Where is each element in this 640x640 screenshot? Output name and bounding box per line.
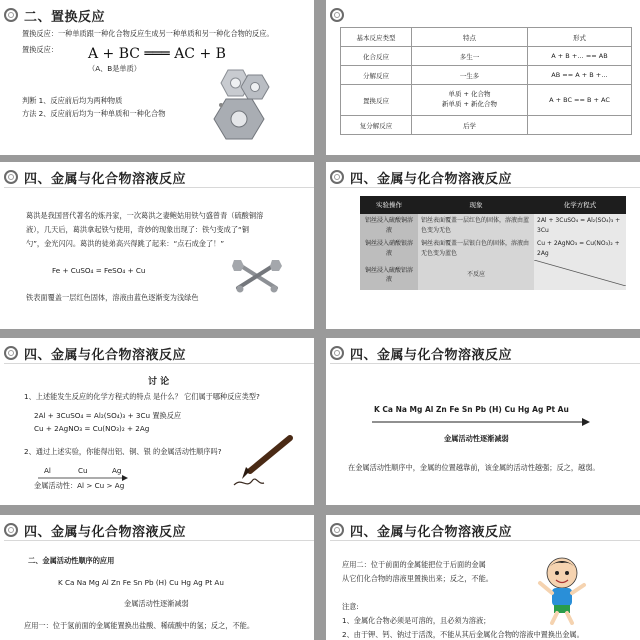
slide-thumbnail-8[interactable] (326, 515, 640, 640)
form-label: 置换反应： (22, 45, 58, 54)
ring-icon (4, 346, 18, 360)
header-divider (330, 187, 640, 188)
method-text: 方法 2、反应前后均为一种单质和一种化合物 (22, 109, 166, 118)
application-2-line-1: 应用二：位于前面的金属能把位于后面的金属 (342, 560, 486, 569)
table-header-cell: 化学方程式 (534, 196, 626, 214)
table-header-cell: 特点 (412, 28, 528, 47)
ring-icon (4, 170, 18, 184)
slide-header (330, 344, 512, 362)
table-cell: 置换反应 (341, 85, 412, 116)
table-header-cell: 基本反应类型 (341, 28, 412, 47)
header-divider (4, 540, 314, 541)
ring-icon (330, 346, 344, 360)
slide-thumbnail-4[interactable] (326, 162, 640, 329)
series-arrow (372, 418, 590, 426)
table-row (341, 116, 632, 135)
table-cell: 一生多 (412, 66, 528, 85)
reaction-type-table (340, 27, 632, 135)
table-cell: 多生一 (412, 47, 528, 66)
slide-thumbnail-1[interactable] (0, 0, 314, 155)
activity-series: K Ca Na Mg Al Zn Fe Sn Pb (H) Cu Hg Ag Pt Au (374, 405, 569, 414)
table-row (341, 85, 632, 116)
metal-label-al: Al (44, 466, 51, 475)
equation-copper: Cu + 2AgNO₃ = Cu(NO₃)₂ + 2Ag (34, 424, 150, 433)
table-cell: 后学 (412, 116, 528, 135)
table-cell: Cu + 2AgNO₃ = Cu(NO₃)₂ + 2Ag (534, 237, 626, 260)
equation-note: （A、B是单质） (88, 64, 141, 73)
series-caption: 金属活动性逐渐减弱 (444, 434, 509, 443)
slide-title: 四、金属与化合物溶液反应 (24, 524, 187, 540)
ring-icon (330, 8, 344, 22)
swap-line-2: 新单质 + 新化合物 (441, 100, 498, 108)
section-heading: 二、金属活动性顺序的应用 (28, 556, 115, 565)
judge-text: 判断 1、反应前后均为两种物质 (22, 96, 123, 105)
question-1: 1、上述能发生反应的化学方程式的特点 是什么？ 它们属于哪种反应类型? (24, 392, 260, 401)
question-2: 2、通过上述实验，你能得出铝、铜、银 的金属活动性顺序吗? (24, 447, 222, 456)
slide-thumbnail-6[interactable] (326, 338, 640, 505)
table-cell (412, 85, 528, 116)
table-cell: 复分解反应 (341, 116, 412, 135)
slide-title: 四、金属与化合物溶液反应 (24, 171, 187, 187)
table-cell: 铜丝浸入硫酸铝溶液 (360, 260, 418, 290)
slide-header (330, 168, 512, 186)
table-cell (528, 116, 632, 135)
slide-thumbnail-2[interactable] (326, 0, 640, 155)
table-header-cell: 现象 (418, 196, 534, 214)
table-cell: 铝丝浸入硫酸铜溶液 (360, 214, 418, 237)
slide-title: 四、金属与化合物溶液反应 (350, 347, 513, 363)
activity-order: 金属活动性：Al > Cu > Ag (34, 481, 125, 490)
series-caption: 金属活动性逐渐减弱 (124, 599, 189, 608)
table-cell-empty (534, 260, 626, 290)
table-cell: 2Al + 3CuSO₄ = Al₂(SO₄)₃ + 3Cu (534, 214, 626, 237)
slide-title: 二、置换反应 (24, 9, 106, 25)
note-1: 1、金属化合物必须是可溶的，且必须为溶液； (342, 616, 491, 625)
table-row (341, 66, 632, 85)
ring-icon (330, 170, 344, 184)
ring-icon (330, 523, 344, 537)
table-cell: 不反应 (418, 260, 534, 290)
table-row (341, 47, 632, 66)
application-2-line-2: 从它们化合物的溶液里置换出来；反之，不能。 (342, 574, 493, 583)
header-divider (330, 540, 640, 541)
table-cell: A + BC == B + AC (528, 85, 632, 116)
table-header-row (360, 196, 626, 214)
story-line-3: 勺”，金光闪闪。葛洪的徒弟高兴得跳了起来：“点石成金了！” (26, 239, 225, 248)
ring-icon (4, 8, 18, 22)
pen-icon (228, 433, 298, 493)
metal-label-cu: Cu (78, 466, 88, 475)
ring-icon (4, 523, 18, 537)
table-cell: 铜丝浸入硝酸银溶液 (360, 237, 418, 260)
slide-thumbnail-5[interactable] (0, 338, 314, 505)
story-line-2: 液），几天后，葛洪拿起铁勺使用，奇妙的现象出现了：铁勺变成了“铜 (26, 225, 249, 234)
slide-title: 四、金属与化合物溶液反应 (350, 524, 513, 540)
table-header-row (341, 28, 632, 47)
result-text: 铁表面覆盖一层红色固体，溶液由蓝色逐渐变为浅绿色 (26, 293, 199, 302)
slide-header (4, 168, 186, 186)
slide-header (4, 521, 186, 539)
series-note: 在金属活动性顺序中，金属的位置越靠前，该金属的活动性越强；反之，越弱。 (348, 463, 600, 472)
definition-text: 置换反应：一种单质跟一种化合物反应生成另一种单质和另一种化合物的反应。 (22, 29, 274, 38)
table-row (360, 260, 626, 290)
swap-line-1: 单质 + 化合物 (448, 90, 491, 99)
note-2: 2、由于钾、钙、钠过于活泼，不能从其后金属化合物的溶液中置换出金属。 (342, 630, 584, 639)
header-divider (4, 363, 314, 364)
table-cell: 化合反应 (341, 47, 412, 66)
story-line-1: 葛洪是我国晋代著名的炼丹家，一次葛洪之妻鲍姑用铁勺盛曾青（硫酸铜溶 (26, 211, 264, 220)
note-title: 注意: (342, 602, 359, 611)
discussion-title: 讨 论 (148, 377, 170, 387)
slide-header (330, 521, 512, 539)
hex-nuts-illustration (208, 65, 278, 140)
iron-copper-equation: Fe + CuSO₄ = FeSO₄ + Cu (52, 266, 146, 275)
slide-thumbnail-7[interactable] (0, 515, 314, 640)
table-header-cell: 形式 (528, 28, 632, 47)
table-cell: 铝丝表面覆盖一层红色的固体，溶液由蓝色变为无色 (418, 214, 534, 237)
slide-header (4, 6, 105, 24)
bolts-illustration (232, 258, 282, 294)
experiment-table (360, 196, 626, 290)
slide-header (4, 344, 186, 362)
cartoon-boy-illustration (532, 553, 592, 625)
application-1: 应用一：位于氢前面的金属能置换出盐酸、稀硫酸中的氢；反之，不能。 (24, 621, 255, 630)
table-cell: AB == A + B +… (528, 66, 632, 85)
metal-label-ag: Ag (112, 466, 122, 475)
activity-series: K Ca Na Mg Al Zn Fe Sn Pb (H) Cu Hg Ag Pt Au (58, 578, 224, 587)
table-cell: A + B +… == AB (528, 47, 632, 66)
header-divider (330, 363, 640, 364)
slide-title: 四、金属与化合物溶液反应 (24, 347, 187, 363)
header-divider (4, 187, 314, 188)
table-row (360, 214, 626, 237)
equation-aluminum: 2Al + 3CuSO₄ = Al₂(SO₄)₃ + 3Cu 置换反应 (34, 411, 182, 420)
table-row (360, 237, 626, 260)
diagonal-line (534, 260, 626, 286)
table-cell: 铜丝表面覆盖一层银白色的固体，溶液由无色变为蓝色 (418, 237, 534, 260)
slide-header (330, 6, 350, 24)
general-equation: A + BC ═══ AC + B (88, 46, 226, 62)
slide-title: 四、金属与化合物溶液反应 (350, 171, 513, 187)
slide-thumbnail-3[interactable] (0, 162, 314, 329)
table-cell: 分解反应 (341, 66, 412, 85)
table-header-cell: 实验操作 (360, 196, 418, 214)
